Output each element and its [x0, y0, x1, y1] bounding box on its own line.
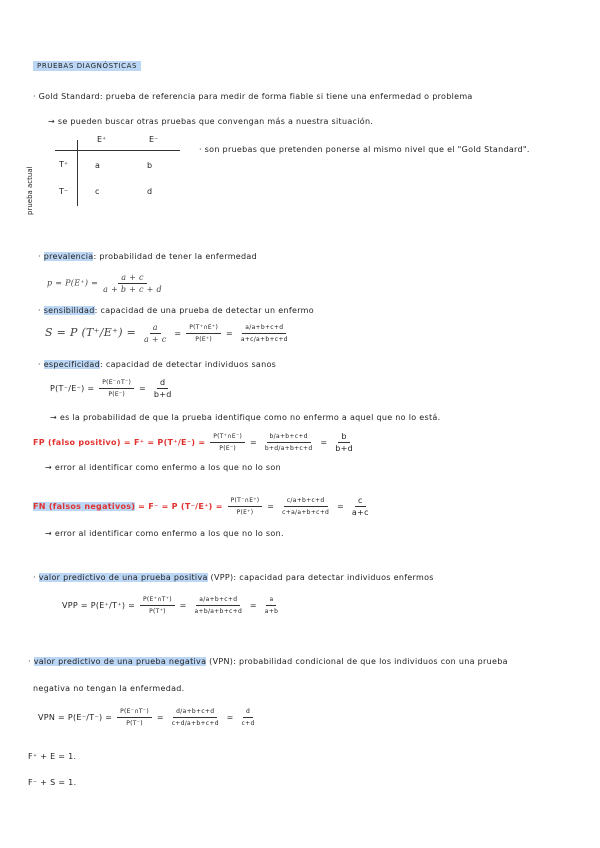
sensitivity-f1-num: a [150, 322, 161, 334]
npv-label: valor predictivo de una prueba negativa [33, 657, 207, 666]
table-header-e-minus: E⁻ [149, 135, 159, 144]
specificity-f2-den: b+d [153, 390, 172, 399]
npv-f1-num: P(E⁻∩T⁻) [117, 706, 152, 718]
npv-line-2: negativa no tengan la enfermedad. [33, 684, 185, 693]
ppv-f1-den: P(T⁺) [149, 608, 166, 615]
page-title: PRUEBAS DIAGNÓSTICAS [33, 61, 141, 71]
npv-formula: VPN = P(E⁻/T⁻) = $\frac{P(E^-\cap T^-)}{P(T^-)}$ = $\frac{d/a+b+c+d}{c+d/a+b+c+d}$ = $\frac{d}{c+d}$ [38, 706, 260, 729]
false-positive-f3-num: b [338, 431, 349, 443]
sensitivity-f1-den: a + c [143, 335, 167, 344]
npv-f1-den: P(T⁻) [126, 720, 143, 727]
false-positive-note: → error al identificar como enfermo a los que no lo son [45, 463, 281, 472]
npv-text: (VPN): probabilidad condicional de que los individuos con una prueba [206, 657, 508, 666]
gold-standard-definition: · Gold Standard: prueba de referencia para medir de forma fiable si tiene una enfermedad o problema [33, 92, 473, 101]
false-positive-f3-den: b+d [335, 444, 353, 453]
false-positive-label: FP (falso positivo) = F⁺ = P(T⁺/E⁻) = [33, 438, 206, 447]
npv-f3-num: d [243, 706, 253, 718]
table-row-t-minus: T⁻ [59, 187, 69, 196]
prevalence-lhs: p = P(E⁺) = [47, 278, 99, 288]
sensitivity-text: : capacidad de una prueba de detectar un enfermo [94, 306, 314, 315]
prevalence-formula [47, 272, 167, 295]
false-negative-formula: FN (falsos negativos) = F⁻ = P (T⁻/E⁺) = $\frac{P(T^-\cap E^+)}{P(E^+)}$ = $\frac{c/a+b+c+d}{c+a/a+b+c+d}$ = $\frac{c}{a+c}$ [33, 495, 374, 518]
sensitivity-f3-den: a+c/a+b+c+d [240, 336, 288, 343]
sensitivity-f2-den: P(E⁺) [195, 336, 213, 343]
false-negative-f2-den: c+a/a+b+c+d [282, 509, 330, 516]
false-positive-f1-den: P(E⁻) [219, 445, 237, 452]
equation-fp: F⁺ + E = 1. [28, 752, 77, 761]
sensitivity-lhs: S = P (T⁺/E⁺) = [45, 326, 137, 339]
sensitivity-f3-num: a/a+b+c+d [242, 322, 286, 334]
false-positive-f2-num: b/a+b+c+d [267, 431, 311, 443]
false-negative-label: FN (falsos negativos) [33, 502, 136, 511]
specificity-text: : capacidad de detectar individuos sanos [100, 360, 277, 369]
false-negative-f2-num: c/a+b+c+d [284, 495, 328, 507]
sensitivity-formula: S = P (T⁺/E⁺) = $\frac{a}{a + c}$ = $\frac{P(T^+\cap E^+)}{P(E^+)}$ = $\frac{a/a+b+c+d}{a+c/a+b+c+d}$ [45, 322, 293, 345]
equation-fn: F⁻ + S = 1. [28, 778, 77, 787]
specificity-f2-num: d [157, 377, 168, 389]
sensitivity-line: · sensibilidad: capacidad de una prueba de detectar un enfermo [38, 306, 314, 315]
specificity-f1-den: P(E⁻) [108, 391, 126, 398]
table-header-e-plus: E⁺ [97, 135, 107, 144]
npv-f3-den: c+d [241, 720, 255, 727]
table-note: · son pruebas que pretenden ponerse al mismo nivel que el "Gold Standard". [199, 145, 530, 154]
false-negative-f3-num: c [355, 495, 366, 507]
ppv-f2-num: a/a+b+c+d [196, 594, 240, 606]
prevalence-denominator: a + b + c + d [103, 285, 162, 294]
false-positive-formula: FP (falso positivo) = F⁺ = P(T⁺/E⁻) = $\frac{P(T^+\cap E^-)}{P(E^-)}$ = $\frac{b/a+b+c+d}{b+d/a+b+c+d}$ = $\frac{b}{b+d}$ [33, 431, 358, 454]
ppv-f1-num: P(E⁺∩T⁺) [140, 594, 175, 606]
table-cell-c: c [95, 187, 100, 196]
ppv-f3-den: a+b [264, 608, 279, 615]
prevalence-text: : probabilidad de tener la enfermedad [93, 252, 257, 261]
specificity-formula: P(T⁻/E⁻) = $\frac{P(E^-\cap T^-)}{P(E^-)}$ = $\frac{d}{b+d}$ [50, 377, 177, 400]
table-cell-b: b [147, 161, 153, 170]
sensitivity-label: sensibilidad [43, 306, 95, 315]
table-divider-horizontal [55, 150, 180, 151]
ppv-lhs: VPP = P(E⁺/T⁺) = [62, 601, 136, 610]
table-cell-a: a [95, 161, 100, 170]
ppv-f3-num: a [266, 594, 276, 606]
false-positive-f1-num: P(T⁺∩E⁻) [210, 431, 245, 443]
ppv-formula: VPP = P(E⁺/T⁺) = $\frac{P(E^+\cap T^+)}{P(T^+)}$ = $\frac{a/a+b+c+d}{a+b/a+b+c+d}$ = $\frac{a}{a+b}$ [62, 594, 283, 617]
table-row-t-plus: T⁺ [59, 160, 69, 169]
prevalence-label: prevalencia [43, 252, 94, 261]
prevalence-line: · prevalencia: probabilidad de tener la enfermedad [38, 252, 257, 261]
gold-standard-note: → se pueden buscar otras pruebas que convengan más a nuestra situación. [48, 117, 374, 126]
table-cell-d: d [147, 187, 153, 196]
sensitivity-f2-num: P(T⁺∩E⁺) [186, 322, 221, 334]
false-negative-f1-num: P(T⁻∩E⁺) [228, 495, 263, 507]
npv-f2-den: c+d/a+b+c+d [171, 720, 219, 727]
ppv-text: (VPP): capacidad para detectar individuos enfermos [207, 573, 434, 582]
false-positive-f2-den: b+d/a+b+c+d [264, 445, 313, 452]
specificity-note: → es la probabilidad de que la prueba identifique como no enfermo a aquel que no lo está. [50, 413, 441, 422]
contingency-table [45, 130, 185, 210]
ppv-label: valor predictivo de una prueba positiva [38, 573, 208, 582]
specificity-f1-num: P(E⁻∩T⁻) [99, 377, 134, 389]
false-negative-note: → error al identificar como enfermo a los que no lo son. [45, 529, 284, 538]
prevalence-numerator: a + c [118, 272, 147, 284]
npv-f2-num: d/a+b+c+d [173, 706, 217, 718]
specificity-line: · especificidad: capacidad de detectar individuos sanos [38, 360, 277, 369]
npv-lhs: VPN = P(E⁻/T⁻) = [38, 713, 113, 722]
specificity-lhs: P(T⁻/E⁻) = [50, 384, 95, 393]
false-negative-label-rest: = F⁻ = P (T⁻/E⁺) = [138, 502, 223, 511]
npv-line: · valor predictivo de una prueba negativa (VPN): probabilidad condicional de que los individuos con una prueba [28, 657, 508, 666]
false-negative-f1-den: P(E⁺) [236, 509, 254, 516]
table-side-label: prueba actual [26, 166, 34, 215]
ppv-line: · valor predictivo de una prueba positiva (VPP): capacidad para detectar individuos enfermos [33, 573, 434, 582]
ppv-f2-den: a+b/a+b+c+d [194, 608, 243, 615]
specificity-label: especificidad [43, 360, 101, 369]
false-negative-f3-den: a+c [351, 508, 369, 517]
